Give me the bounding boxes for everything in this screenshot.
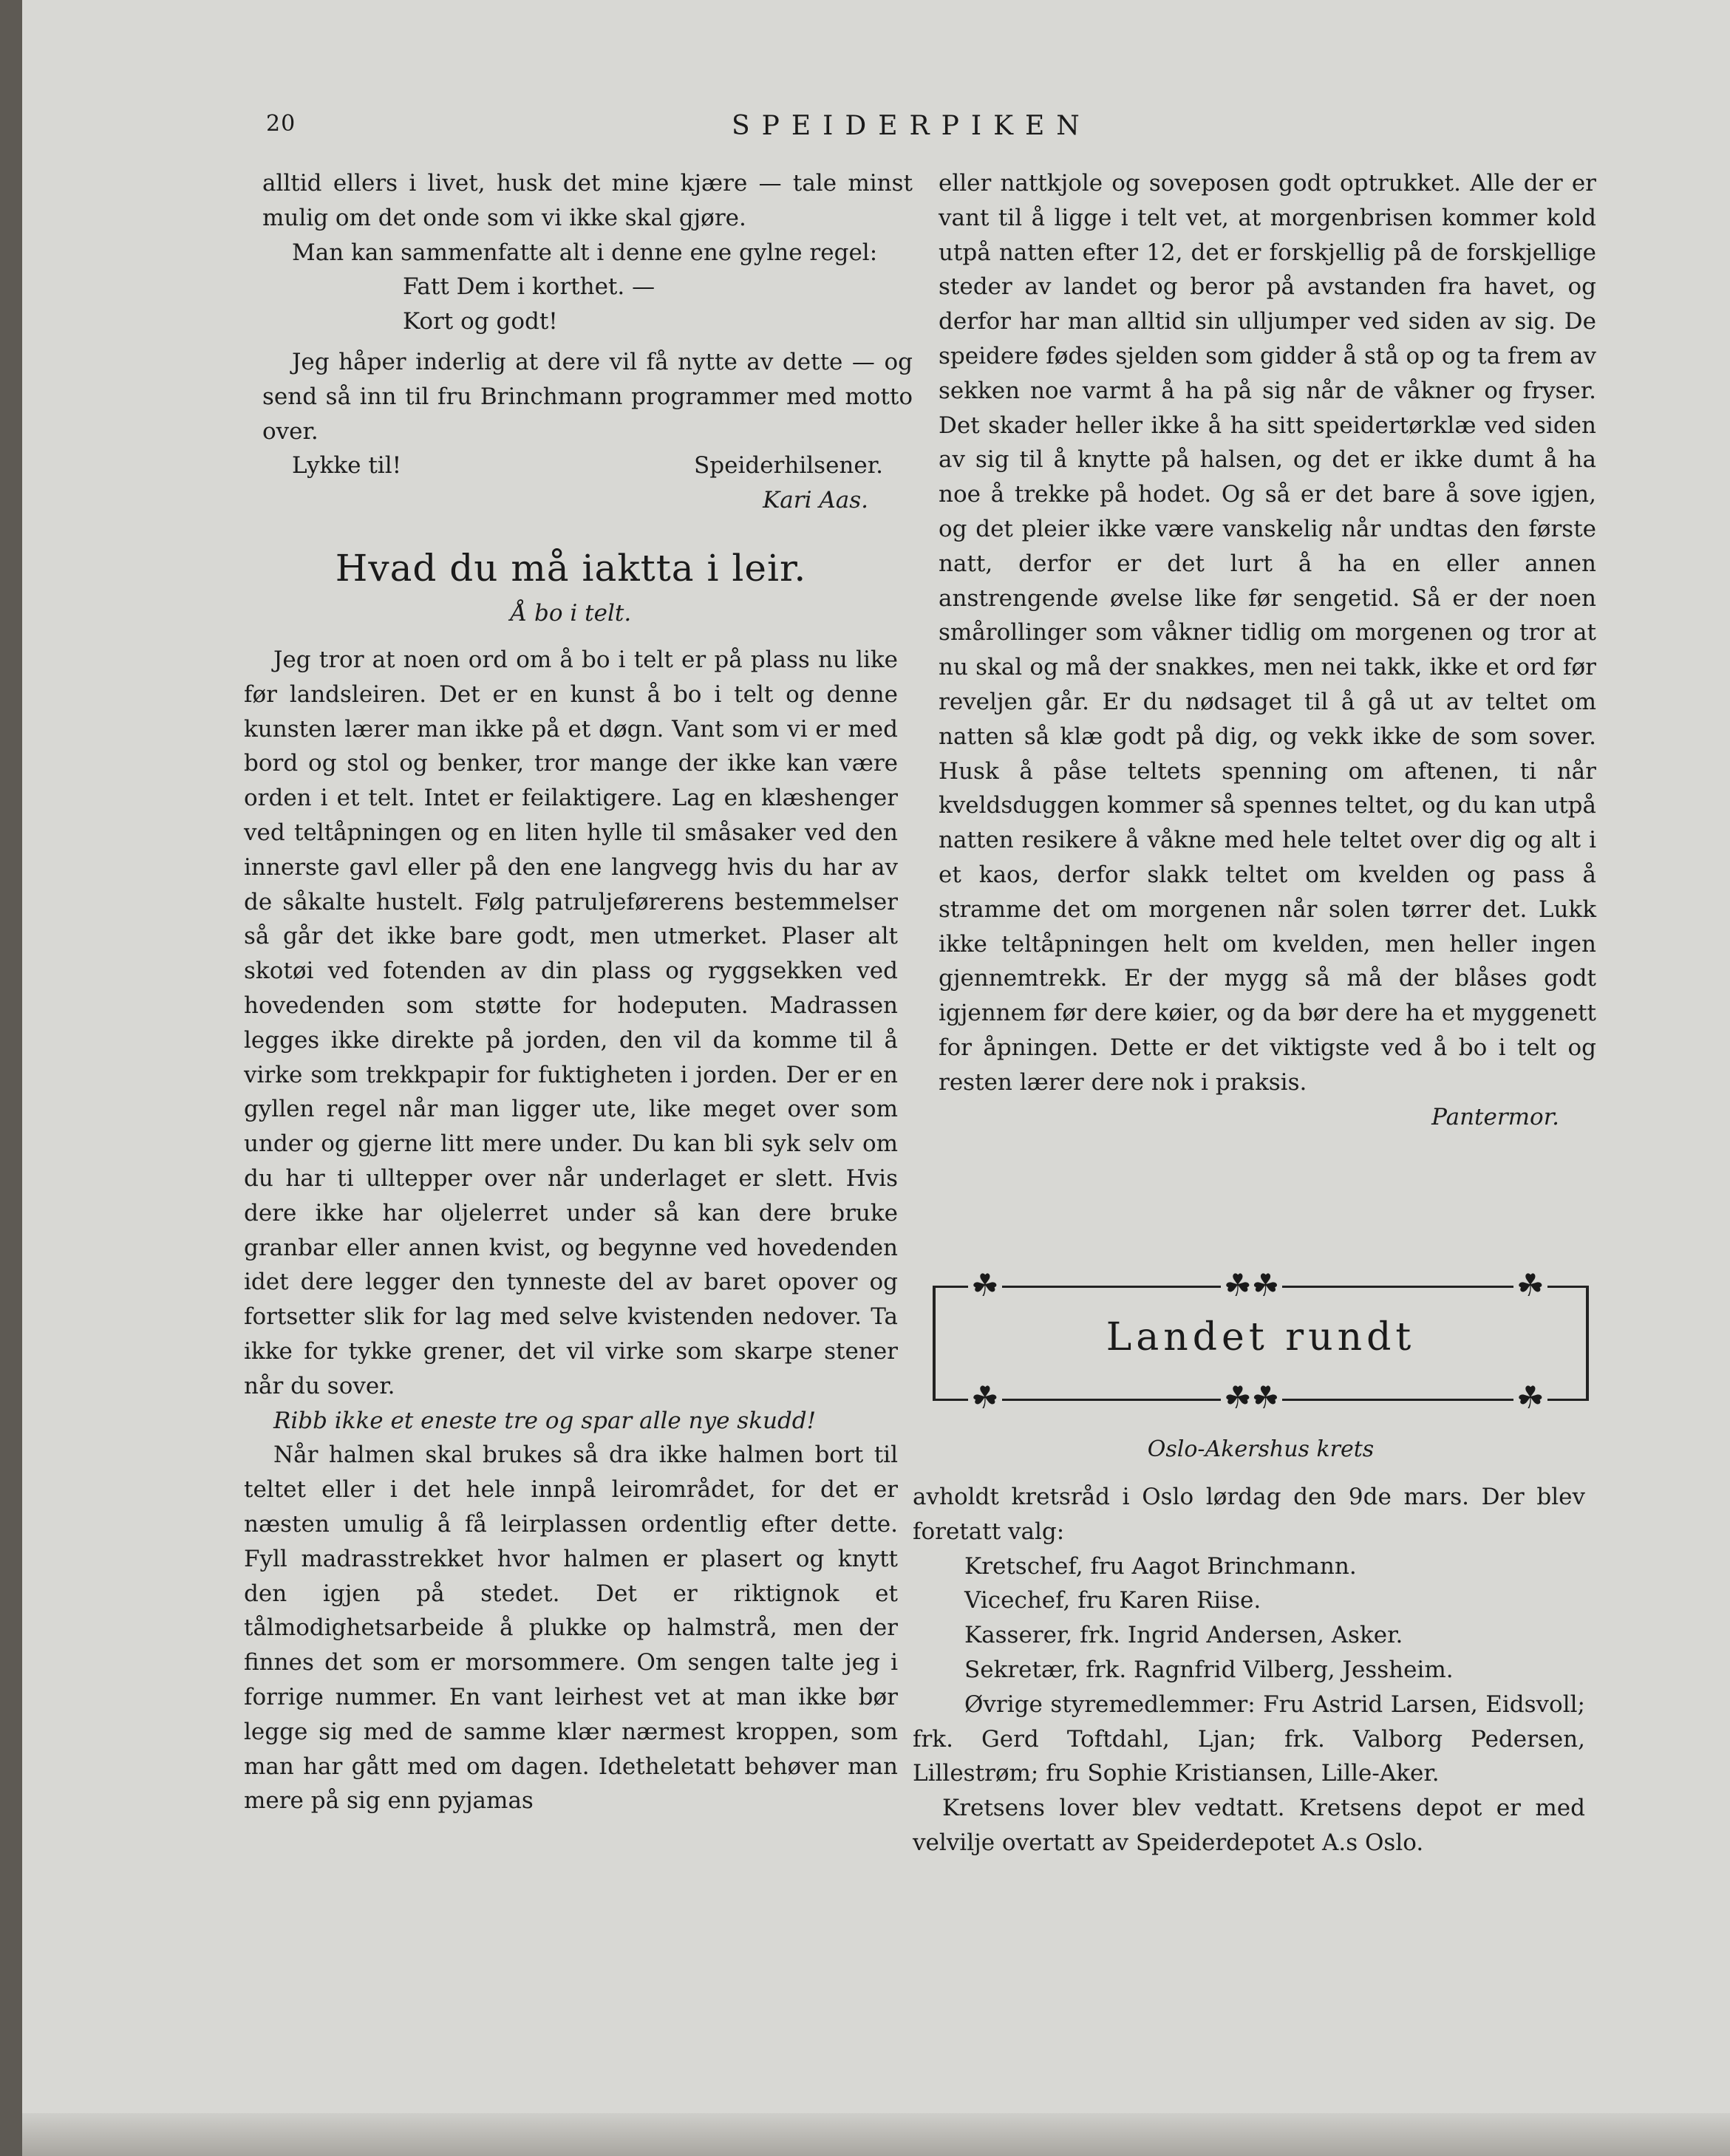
greeting: Speiderhilsener. (694, 452, 883, 480)
officer-list (913, 1549, 1585, 1688)
paragraph: avholdt kretsråd i Oslo lørdag den 9de mars. Der blev foretatt valg: (913, 1484, 1585, 1545)
signature: Kari Aas. (763, 487, 868, 514)
page-bottom-shadow (22, 2113, 1730, 2156)
paragraph: Man kan sammenfatte alt i denne ene gylne regel: (292, 239, 878, 266)
article-body-left (244, 643, 898, 1818)
clover-ornament-icon: ☘☘ (1221, 1382, 1282, 1413)
clover-ornament-icon: ☘ (968, 1270, 1002, 1301)
emphasis-line: Ribb ikke et eneste tre og spar alle nye skudd! (273, 1407, 817, 1434)
section-title: Landet rundt (1106, 1315, 1416, 1360)
quote-line: Kort og godt! (403, 308, 558, 335)
paragraph: Jeg håper inderlig at dere vil få nytte av dette — og send så inn til fru Brinchmann programmer med motto over. (262, 348, 913, 445)
closing: Lykke til! (292, 452, 402, 480)
paragraph: alltid ellers i livet, husk det mine kjære — tale minst mulig om det onde som vi ikke skal gjøre. (262, 170, 913, 231)
list-item: Kretschef, fru Aagot Brinchmann. (964, 1552, 1357, 1580)
article-body-right (939, 166, 1596, 1134)
paragraph: Jeg tror at noen ord om å bo i telt er på plass nu like før landsleiren. Det er en kunst å bo i telt og denne kunsten lærer man ikke på et døgn. Vant som vi er med bord og stol og benker, tror mange der ikke kan være orden i et telt. Intet er feilaktigere. Lag en klæshenger ved teltåpningen og en liten hylle til småsaker ved den innerste gavl eller på den ene langvegg hvis du har av de såkalte hustelt. Følg patruljeførerens bestemmelser så går det ikke bare godt, men utmerket. Plaser alt skotøi ved fotenden av din plass og ryggsekken ved hovedenden som støtte for hodeputen. Madrassen legges ikke direkte på jorden, den vil da komme til å virke som trekkpapir for fuktigheten i jorden. Der er en gyllen regel når man ligger ute, like meget over som under og gjerne litt mere under. Du kan bli syk selv om du har ti ulltepper over når underlaget er slett. Hvis dere ikke har oljelerret under så kan dere bruke granbar eller annen kvist, og begynne ved hovedenden idet dere legger den tynneste del av baret opover og fortsetter slik for lag med selve kvistenden nedover. Ta ikke for tykke grener, det vil virke som skarpe stener når du sover. (244, 647, 898, 1399)
list-item: Sekretær, frk. Ragnfrid Vilberg, Jessheim. (964, 1656, 1454, 1683)
list-item: Vicechef, fru Karen Riise. (964, 1587, 1261, 1614)
article-subtitle: Å bo i telt. (510, 600, 632, 627)
clover-ornament-icon: ☘ (1513, 1382, 1547, 1413)
article-title: Hvad du må iaktta i leir. (335, 547, 807, 590)
running-title: SPEIDERPIKEN (732, 111, 1092, 141)
quote-line: Fatt Dem i korthet. — (403, 273, 655, 301)
paragraph: Når halmen skal brukes så dra ikke halmen bort til teltet eller i det hele innpå leirområdet, for det er næsten umulig å få leirplassen ordentlig efter dette. Fyll madrasstrekket hvor halmen er plasert og knytt den igjen på stedet. Det er riktignok et tålmodighetsarbeide å plukke op halmstrå, men der finnes det som er morsommere. Om sengen talte jeg i forrige nummer. En vant leirhest vet at man ikke bør legge sig med de samme klær nærmest kroppen, som man har gått med om dagen. Idetheletatt behøver man mere på sig enn pyjamas (244, 1442, 898, 1815)
previous-article-end (262, 166, 913, 518)
page-header (266, 111, 1478, 148)
page-number: 20 (266, 111, 296, 137)
paragraph: Øvrige styremedlemmer: Fru Astrid Larsen, Eidsvoll; frk. Gerd Toftdahl, Ljan; frk. Valborg Pedersen, Lillestrøm; fru Sophie Kristiansen, Lille-Aker. (913, 1691, 1585, 1787)
clover-ornament-icon: ☘ (1513, 1270, 1547, 1301)
clover-ornament-icon: ☘ (968, 1382, 1002, 1413)
paragraph: Kretsens lover blev vedtatt. Kretsens depot er med velvilje overtatt av Speiderdepotet A.s Oslo. (913, 1795, 1585, 1856)
author: Pantermor. (1431, 1103, 1559, 1130)
list-item: Kasserer, frk. Ingrid Andersen, Asker. (964, 1622, 1403, 1649)
section-subtitle: Oslo-Akershus krets (1147, 1436, 1375, 1462)
signature-row (262, 448, 913, 483)
binding-edge (0, 0, 22, 2156)
paragraph: eller nattkjole og soveposen godt optrukket. Alle der er vant til å ligge i telt vet, at morgenbrisen kommer kold utpå natten efter 12, det er forskjellig på de forskjellige steder av landet og beror på avstanden fra havet, og derfor har man alltid sin ulljumper ved siden av sig. De speidere fødes sjelden som gidder å stå op og ta frem av sekken noe varmt å ha på sig når de våkner og fryser. Det skader heller ikke å ha sitt speidertørklæ ved siden av sig til å knytte på halsen, og det er ikke dumt å ha noe å trekke på hodet. Og så er det bare å sove igjen, og det pleier ikke være vanskelig når undtas den første natt, derfor er det lurt å ha en eller annen anstrengende øvelse like før sengetid. Så er der noen smårollinger som våkner tidlig om morgenen og tror at nu skal og må der snakkes, men nei takk, ikke et ord før reveljen går. Er du nødsaget til å gå ut av teltet om natten så klæ godt på dig, og vekk ikke de som sover. Husk å påse teltets spenning om aftenen, ti når kveldsduggen kommer så spennes teltet, og du kan utpå natten resikere å våkne med hele teltet over dig og alt i et kaos, derfor slakk teltet om kvelden og pass å stramme det om morgenen når solen tørrer det. Lukk ikke teltåpningen helt om kvelden, men heller ingen gjennemtrekk. Er der mygg så må der blåses godt igjennem før dere køier, og da bør dere ha et myggenett for åpningen. Dette er det viktigste ved å bo i telt og resten lærer dere nok i praksis. (939, 170, 1596, 1096)
clover-ornament-icon: ☘☘ (1221, 1270, 1282, 1301)
section-body (913, 1480, 1585, 1860)
